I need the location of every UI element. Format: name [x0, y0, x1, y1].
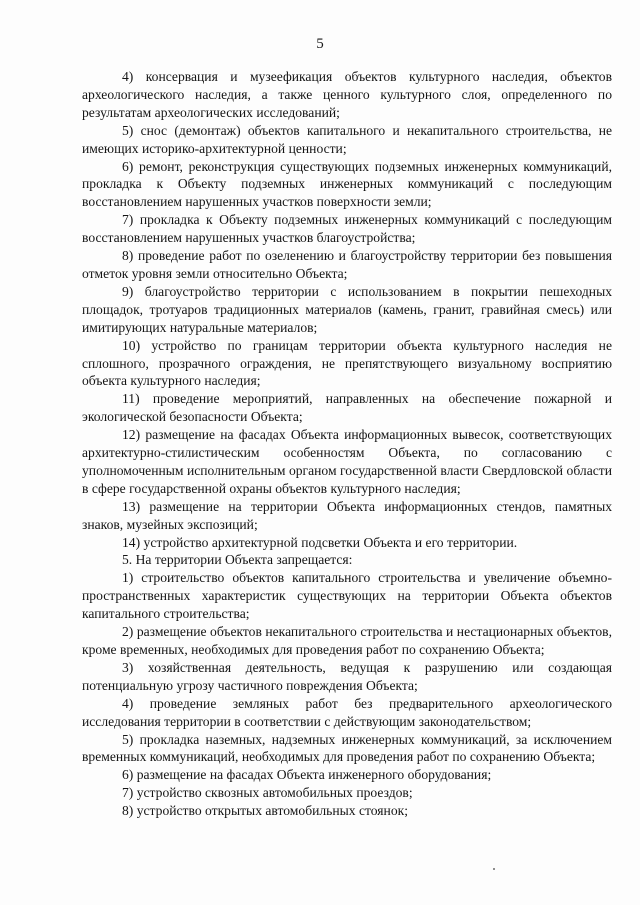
list-item: 7) устройство сквозных автомобильных проездов;	[122, 785, 413, 801]
list-item: 9) благоустройство территории с использованием в покрытии пешеходных площадок, тротуаров традиционных материалов (камень, гранит, гравийная смесь) или имитирующих натуральные материалов;	[82, 283, 612, 335]
list-item: 13) размещение на территории Объекта информационных стендов, памятных знаков, музейных экспозиций;	[82, 498, 612, 532]
document-body	[82, 68, 612, 820]
list-item: 4) консервация и музеефикация объектов культурного наследия, объектов археологического наследия, а также ценного культурного слоя, определенного по результатам археологических исследований;	[82, 69, 612, 120]
list-item: 8) проведение работ по озеленению и благоустройству территории без повышения отметок уровня земли относительно Объекта;	[82, 248, 612, 281]
list-item: 5) прокладка наземных, надземных инженерных коммуникаций, за исключением временных коммуникаций, необходимых для проведения работ по сохранению Объекта;	[82, 731, 612, 765]
list-item: 11) проведение мероприятий, направленных на обеспечение пожарной и экологической безопасности Объекта;	[82, 391, 612, 425]
list-item: 12) размещение на фасадах Объекта информационных вывесок, соответствующих архитектурно-стилистическим особенностям Объекта, по согласованию с уполномоченным исполнительным органом государственной власти Свердловской области в сфере государственной охраны объектов культурного наследия;	[82, 427, 612, 496]
list-item: 1) строительство объектов капитального строительства и увеличение объемно-пространственных характеристик существующих на территории Объекта объектов капитального строительства;	[82, 570, 612, 622]
section-heading: 5. На территории Объекта запрещается:	[122, 552, 353, 568]
list-item: 5) снос (демонтаж) объектов капитального и некапитального строительства, не имеющих историко-архитектурной ценности;	[82, 122, 612, 156]
page-number: 5	[316, 36, 324, 52]
list-item: 8) устройство открытых автомобильных стоянок;	[122, 803, 409, 819]
scan-speck	[493, 868, 495, 870]
list-item: 6) размещение на фасадах Объекта инженерного оборудования;	[122, 767, 492, 783]
list-item: 4) проведение земляных работ без предварительного археологического исследования территории в соответствии с действующим законодательством;	[82, 695, 612, 729]
list-item: 3) хозяйственная деятельность, ведущая к разрушению или создающая потенциальную угрозу частичного повреждения Объекта;	[82, 659, 612, 693]
list-item: 2) размещение объектов некапитального строительства и нестационарных объектов, кроме временных, необходимых для проведения работ по сохранению Объекта;	[82, 624, 612, 657]
list-item: 6) ремонт, реконструкция существующих подземных инженерных коммуникаций, прокладка к Объекту подземных инженерных коммуникаций с последующим восстановлением нарушенных участков поверхности земли;	[82, 158, 612, 210]
list-item: 14) устройство архитектурной подсветки Объекта и его территории.	[122, 534, 518, 550]
list-item: 10) устройство по границам территории объекта культурного наследия не сплошного, прозрачного ограждения, не препятствующего визуальному восприятию объекта культурного наследия;	[82, 337, 612, 389]
list-item: 7) прокладка к Объекту подземных инженерных коммуникаций с последующим восстановлением нарушенных участков благоустройства;	[82, 212, 612, 246]
